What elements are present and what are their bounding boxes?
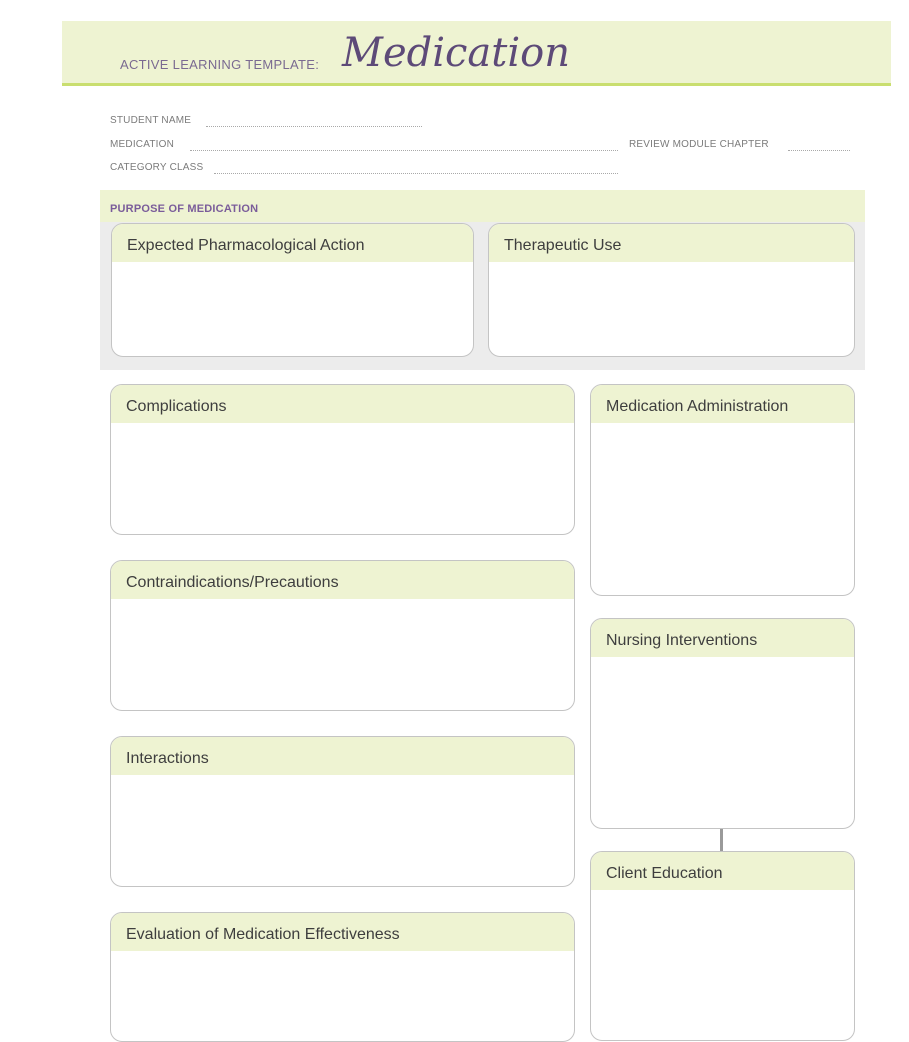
- template-prefix: ACTIVE LEARNING TEMPLATE:: [120, 57, 320, 72]
- expected-action-heading: Expected Pharmacological Action: [112, 224, 473, 262]
- evaluation-heading: Evaluation of Medication Effectiveness: [111, 913, 574, 951]
- complications-heading: Complications: [111, 385, 574, 423]
- category-class-field[interactable]: [214, 173, 618, 174]
- nursing-interventions-heading: Nursing Interventions: [591, 619, 854, 657]
- purpose-title: PURPOSE OF MEDICATION: [110, 203, 259, 215]
- therapeutic-use-heading: Therapeutic Use: [489, 224, 854, 262]
- therapeutic-use-box[interactable]: [488, 223, 855, 357]
- student-name-field[interactable]: [206, 126, 422, 127]
- contraindications-box[interactable]: [110, 560, 575, 711]
- nursing-interventions-box[interactable]: [590, 618, 855, 829]
- expected-action-box[interactable]: [111, 223, 474, 357]
- page-title: Medication: [342, 30, 570, 76]
- contraindications-heading: Contraindications/Precautions: [111, 561, 574, 599]
- medication-field[interactable]: [190, 150, 618, 151]
- medication-administration-heading: Medication Administration: [591, 385, 854, 423]
- interactions-heading: Interactions: [111, 737, 574, 775]
- medication-label: MEDICATION: [110, 139, 175, 150]
- interactions-box[interactable]: [110, 736, 575, 887]
- client-education-box[interactable]: [590, 851, 855, 1041]
- review-module-chapter-label: REVIEW MODULE CHAPTER: [629, 139, 769, 150]
- category-class-label: CATEGORY CLASS: [110, 162, 204, 173]
- connector-line: [720, 829, 723, 851]
- medication-administration-box[interactable]: [590, 384, 855, 596]
- student-name-label: STUDENT NAME: [110, 115, 192, 126]
- evaluation-box[interactable]: [110, 912, 575, 1042]
- client-education-heading: Client Education: [591, 852, 854, 890]
- complications-box[interactable]: [110, 384, 575, 535]
- review-module-chapter-field[interactable]: [788, 150, 850, 151]
